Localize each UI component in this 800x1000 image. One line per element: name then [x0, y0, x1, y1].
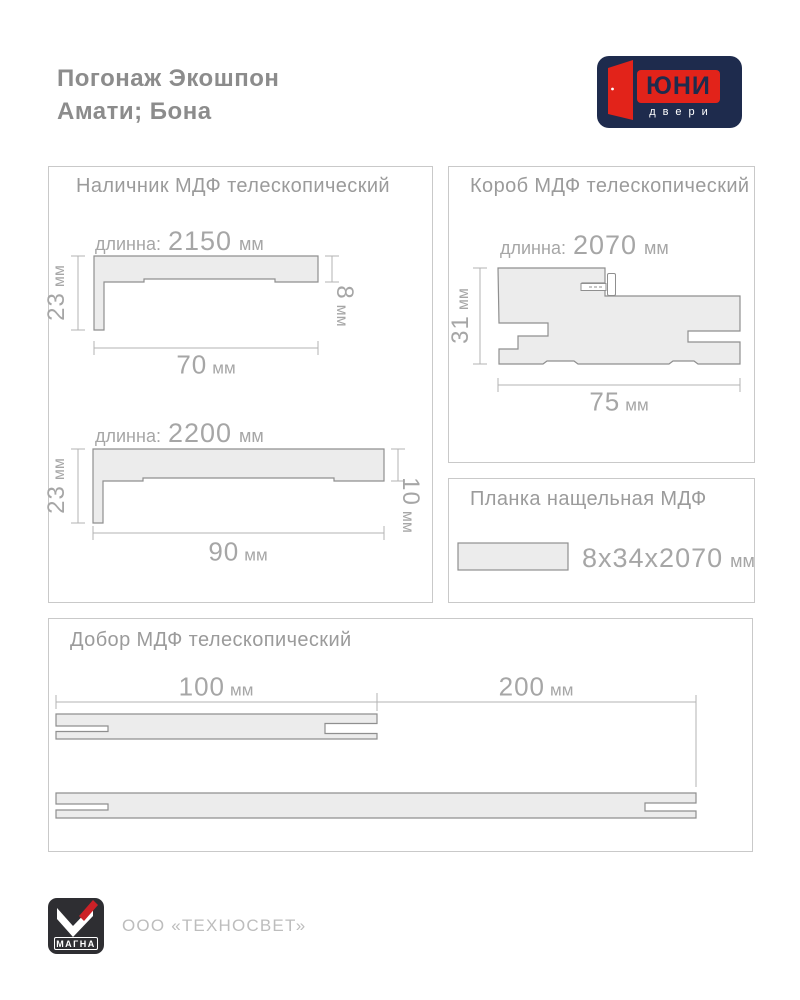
dim-edge-8: 8 мм	[331, 285, 358, 327]
nalichnik-2150-drawing	[71, 256, 339, 355]
length-label-2150: длинна: 2150 мм	[95, 226, 264, 256]
dim-width-75: 75 мм	[589, 386, 649, 417]
dim-width-90: 90 мм	[208, 536, 268, 567]
dim-height-23-2: 23 мм	[43, 458, 70, 514]
dim-edge-10: 10 мм	[397, 477, 424, 533]
nalichnik-2200-drawing	[71, 449, 405, 540]
dim-height-31: 31 мм	[447, 288, 474, 344]
length-label-2070: длинна: 2070 мм	[500, 230, 669, 260]
panel-title-nalichnik: Наличник МДФ телескопический	[76, 175, 391, 197]
dobor-bar-200	[56, 793, 696, 818]
footer-company: ООО «ТЕХНОСВЕТ»	[122, 916, 307, 935]
dim-height-23-1: 23 мм	[43, 265, 70, 321]
brand-name: ЮНИ	[637, 70, 720, 103]
planka-size-label: 8x34x2070 мм	[582, 543, 755, 573]
dim-dobor-200: 200 мм	[498, 671, 574, 702]
panel-title-dobor: Добор МДФ телескопический	[70, 629, 352, 651]
dobor-drawing	[56, 693, 696, 818]
page-title-line1: Погонаж Экошпон	[57, 65, 280, 92]
magna-label: МАГНА	[54, 937, 98, 950]
panel-title-planka: Планка нащельная МДФ	[470, 488, 707, 510]
dim-dobor-100: 100 мм	[178, 671, 254, 702]
planka-drawing	[458, 543, 568, 570]
panel-title-korob: Короб МДФ телескопический	[470, 175, 750, 197]
dim-width-70: 70 мм	[176, 349, 236, 380]
dobor-bar-100	[56, 714, 377, 739]
length-label-2200: длинна: 2200 мм	[95, 418, 264, 448]
korob-drawing	[473, 268, 740, 392]
brand-tagline: двери	[649, 106, 715, 118]
page-title-line2: Амати; Бона	[57, 98, 212, 125]
